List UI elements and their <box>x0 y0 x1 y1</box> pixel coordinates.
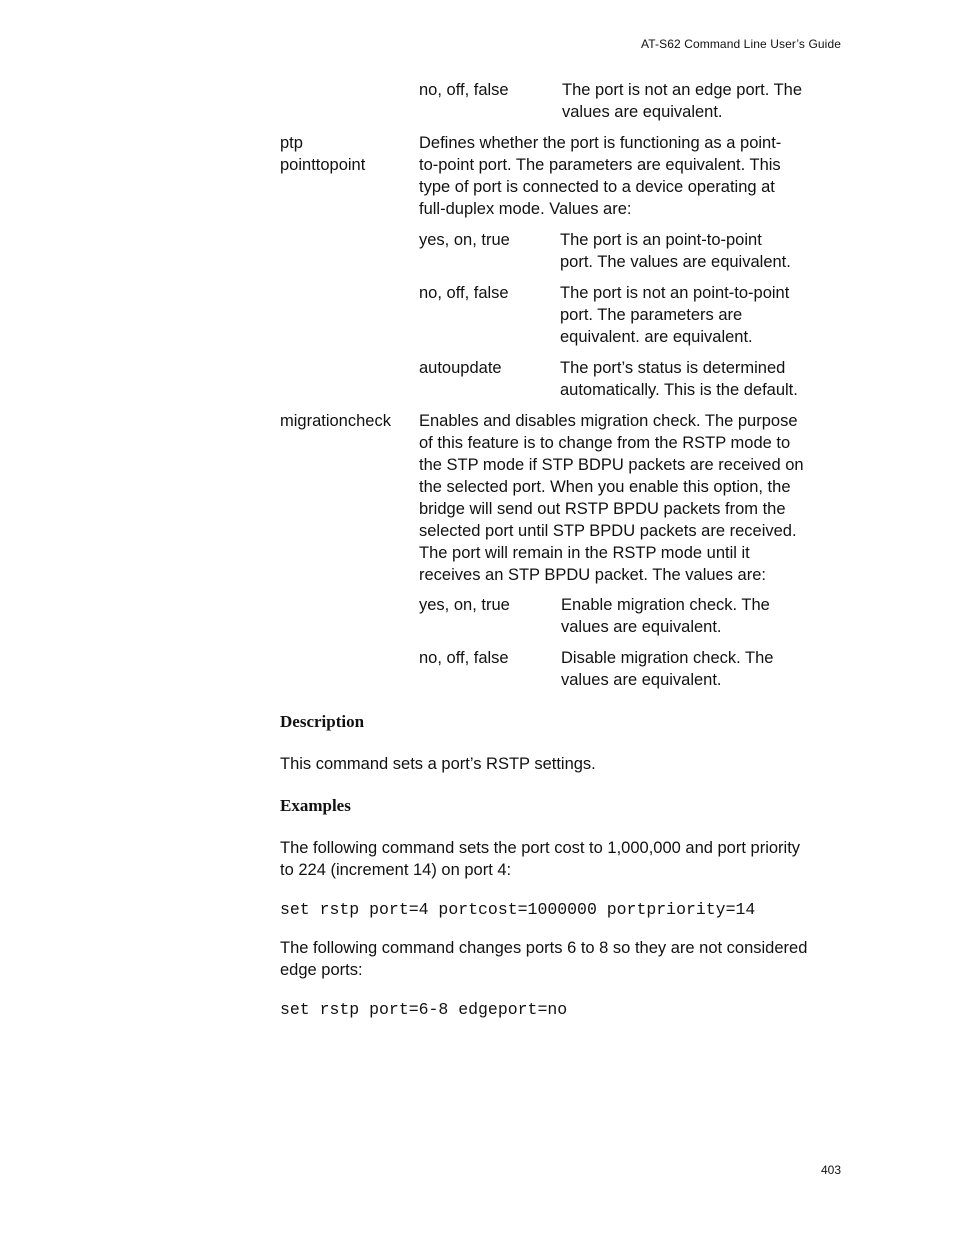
example-2-code: set rstp port=6-8 edgeport=no <box>280 1000 568 1019</box>
edgeport-value-no: no, off, false <box>419 81 509 99</box>
param-ptp-desc: Defines whether the port is functioning as a point- to-point port. The parameters are equivalent. This type of port is connected to a device operating at full-duplex mode. Values are: <box>419 134 782 218</box>
ptp-value-autoupdate-desc: The port’s status is determined automatically. This is the default. <box>560 359 798 399</box>
example-2-text: The following command changes ports 6 to 8 so they are not considered edge ports: <box>280 939 808 979</box>
param-migrationcheck-name: migrationcheck <box>280 412 391 430</box>
migrationcheck-value-no: no, off, false <box>419 649 509 667</box>
param-ptp-name: ptp pointtopoint <box>280 134 366 174</box>
running-header: AT-S62 Command Line User’s Guide <box>641 37 841 51</box>
ptp-value-yes-desc: The port is an point-to-point port. The values are equivalent. <box>560 231 791 271</box>
migrationcheck-value-yes: yes, on, true <box>419 596 510 614</box>
migrationcheck-value-yes-desc: Enable migration check. The values are equivalent. <box>561 596 770 636</box>
description-text: This command sets a port’s RSTP settings. <box>280 755 596 773</box>
example-1-code: set rstp port=4 portcost=1000000 portpriority=14 <box>280 900 756 919</box>
ptp-value-no: no, off, false <box>419 284 509 302</box>
page-number: 403 <box>820 1163 841 1177</box>
ptp-value-no-desc: The port is not an point-to-point port. The parameters are equivalent. are equivalent. <box>560 284 790 346</box>
edgeport-value-no-desc: The port is not an edge port. The values are equivalent. <box>562 81 803 121</box>
ptp-value-yes: yes, on, true <box>419 231 510 249</box>
migrationcheck-value-no-desc: Disable migration check. The values are equivalent. <box>561 649 774 689</box>
param-migrationcheck-desc: Enables and disables migration check. The purpose of this feature is to change from the RSTP mode to the STP mode if STP BDPU packets are received on the selected port. When you enable this option, the bridge will send out RSTP BPDU packets from the selected port until STP BPDU packets are received. The port will remain in the RSTP mode until it receives an STP BPDU packet. The values are: <box>419 412 804 584</box>
ptp-value-autoupdate: autoupdate <box>419 359 502 377</box>
examples-heading: Examples <box>280 796 351 815</box>
example-1-text: The following command sets the port cost to 1,000,000 and port priority to 224 (increment 14) on port 4: <box>280 839 801 879</box>
description-heading: Description <box>280 712 365 731</box>
